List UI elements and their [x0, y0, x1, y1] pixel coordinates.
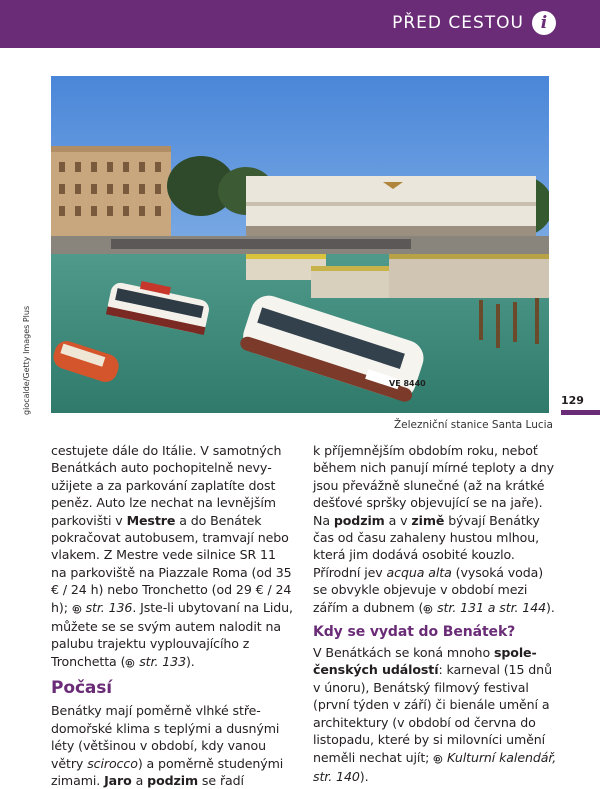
- boat-number: VE 8440: [389, 379, 426, 388]
- see-reference-icon: @: [71, 603, 82, 615]
- section-heading-weather: Počasí: [51, 678, 113, 699]
- see-reference-icon: @: [125, 657, 136, 669]
- chapter-title: PŘED CESTOU: [392, 13, 524, 33]
- page-marker-bar: [561, 410, 600, 415]
- venice-station-photo: [51, 76, 549, 413]
- see-reference-icon: @: [423, 603, 434, 615]
- section-heading-when-to-go: Kdy se vydat do Benátek?: [313, 624, 516, 641]
- text-column-left: [51, 442, 295, 789]
- photo-credit: giocalde/Getty Images Plus: [22, 305, 31, 415]
- text-column-right: [313, 442, 560, 785]
- chapter-header: [0, 0, 600, 48]
- see-reference-icon: @: [433, 753, 444, 765]
- paragraph-weather: Benátky mají poměrně vlhké středomořské klima s teplými a dusnými léty (většinou v období, kdy vanou větry scirocco) a poměrně studenými zimami. Jaro a podzim se řadí: [51, 703, 284, 788]
- photo-caption: Železniční stanice Santa Lucia: [393, 419, 553, 431]
- paragraph-transport: cestujete dále do Itálie. V samotných Benátkách auto pochopitelně nevyužijete a za parkování zaplatíte dost peněz. Auto lze nechat na levnějším parkovišti v Mestre a do Benátek pokračovat autobusem, tramvají nebo vlakem. Z Mestre vede silnice SR 11 na parkoviště na Piazzale Roma (od 35 € / 24 h) nebo Tronchetto (od 29 € / 24 h); @ str. 136. Jste-li ubytovaní na Lidu, můžete se se svým autem nalodit na palubu trajektu vyplouvajícího z Tronchetta (@ str. 133).: [51, 442, 295, 672]
- info-icon: i: [532, 11, 556, 35]
- paragraph-events: V Benátkách se koná mnoho společenských událostí: karneval (15 dnů v únoru), Benátský filmový festival (první týden v září) či bienále umění a architektury (v období od června do listopadu, které by si milovníci umění neměli nechat ujít; @ Kulturní kalendář, str. 140).: [313, 645, 557, 784]
- page-number: 129: [561, 394, 584, 407]
- paragraph-seasons: k příjemnějším obdobím roku, neboť během nich panují mírné teploty a dny jsou převážně slunečné (až na krátké dešťové spršky objevující se na jaře). Na podzim a v zimě bývají Benátky čas od času zahaleny hustou mlhou, která jim dodává osobité kouzlo. Přírodní jev acqua alta (vysoká voda) se obvykle objevuje v období mezi zářím a dubnem (@ str. 131 a str. 144).: [313, 442, 560, 618]
- photo-illustration: [51, 76, 549, 413]
